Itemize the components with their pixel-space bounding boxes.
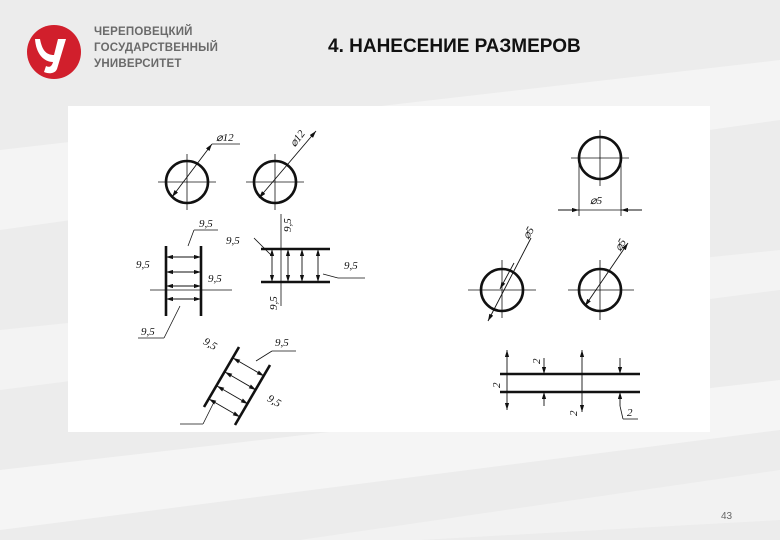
label-2-1: 2 (491, 382, 503, 388)
strip-dims-2 (491, 350, 640, 419)
circle-d5-b (568, 237, 634, 320)
stack-vertical-dims (136, 218, 232, 338)
label-d5-a: ⌀5 (520, 224, 537, 242)
label-95-5: 9,5 (226, 235, 240, 247)
label-d12-a: ⌀12 (216, 132, 234, 144)
label-95-2: 9,5 (136, 259, 150, 271)
university-name (94, 24, 218, 72)
circle-d12-a (158, 132, 240, 210)
org-name-line-3: УНИВЕРСИТЕТ (94, 58, 182, 70)
circle-d5-top (558, 130, 642, 216)
stack-inclined-dims (180, 336, 296, 425)
label-2-3: 2 (568, 410, 580, 416)
label-d12-b: ⌀12 (287, 128, 308, 150)
technical-drawing-panel (68, 106, 710, 432)
org-name-line-2: ГОСУДАРСТВЕННЫЙ (94, 42, 219, 54)
label-2-2: 2 (531, 358, 543, 364)
org-name-line-1: ЧЕРЕПОВЕЦКИЙ (94, 26, 193, 38)
label-95-7: 9,5 (344, 260, 358, 272)
label-95-6: 9,5 (282, 218, 294, 232)
label-95-8: 9,5 (268, 296, 280, 310)
label-95-4: 9,5 (141, 326, 155, 338)
label-95-9: 9,5 (201, 335, 219, 353)
label-95-11: 9,5 (265, 392, 283, 410)
circle-d5-a (468, 225, 537, 321)
label-95-10: 9,5 (275, 337, 289, 349)
page-number: 43 (721, 511, 733, 522)
label-95-3: 9,5 (208, 273, 222, 285)
label-d5-top: ⌀5 (590, 195, 603, 207)
dimensioning-drawings (68, 106, 710, 432)
stack-horizontal-dims (226, 214, 365, 310)
label-95-1: 9,5 (199, 218, 213, 230)
circle-d12-b (246, 128, 316, 210)
label-2-4: 2 (627, 407, 633, 419)
slide-title: 4. НАНЕСЕНИЕ РАЗМЕРОВ (328, 36, 581, 57)
university-logo (26, 24, 86, 80)
label-d5-b: ⌀5 (612, 236, 629, 254)
